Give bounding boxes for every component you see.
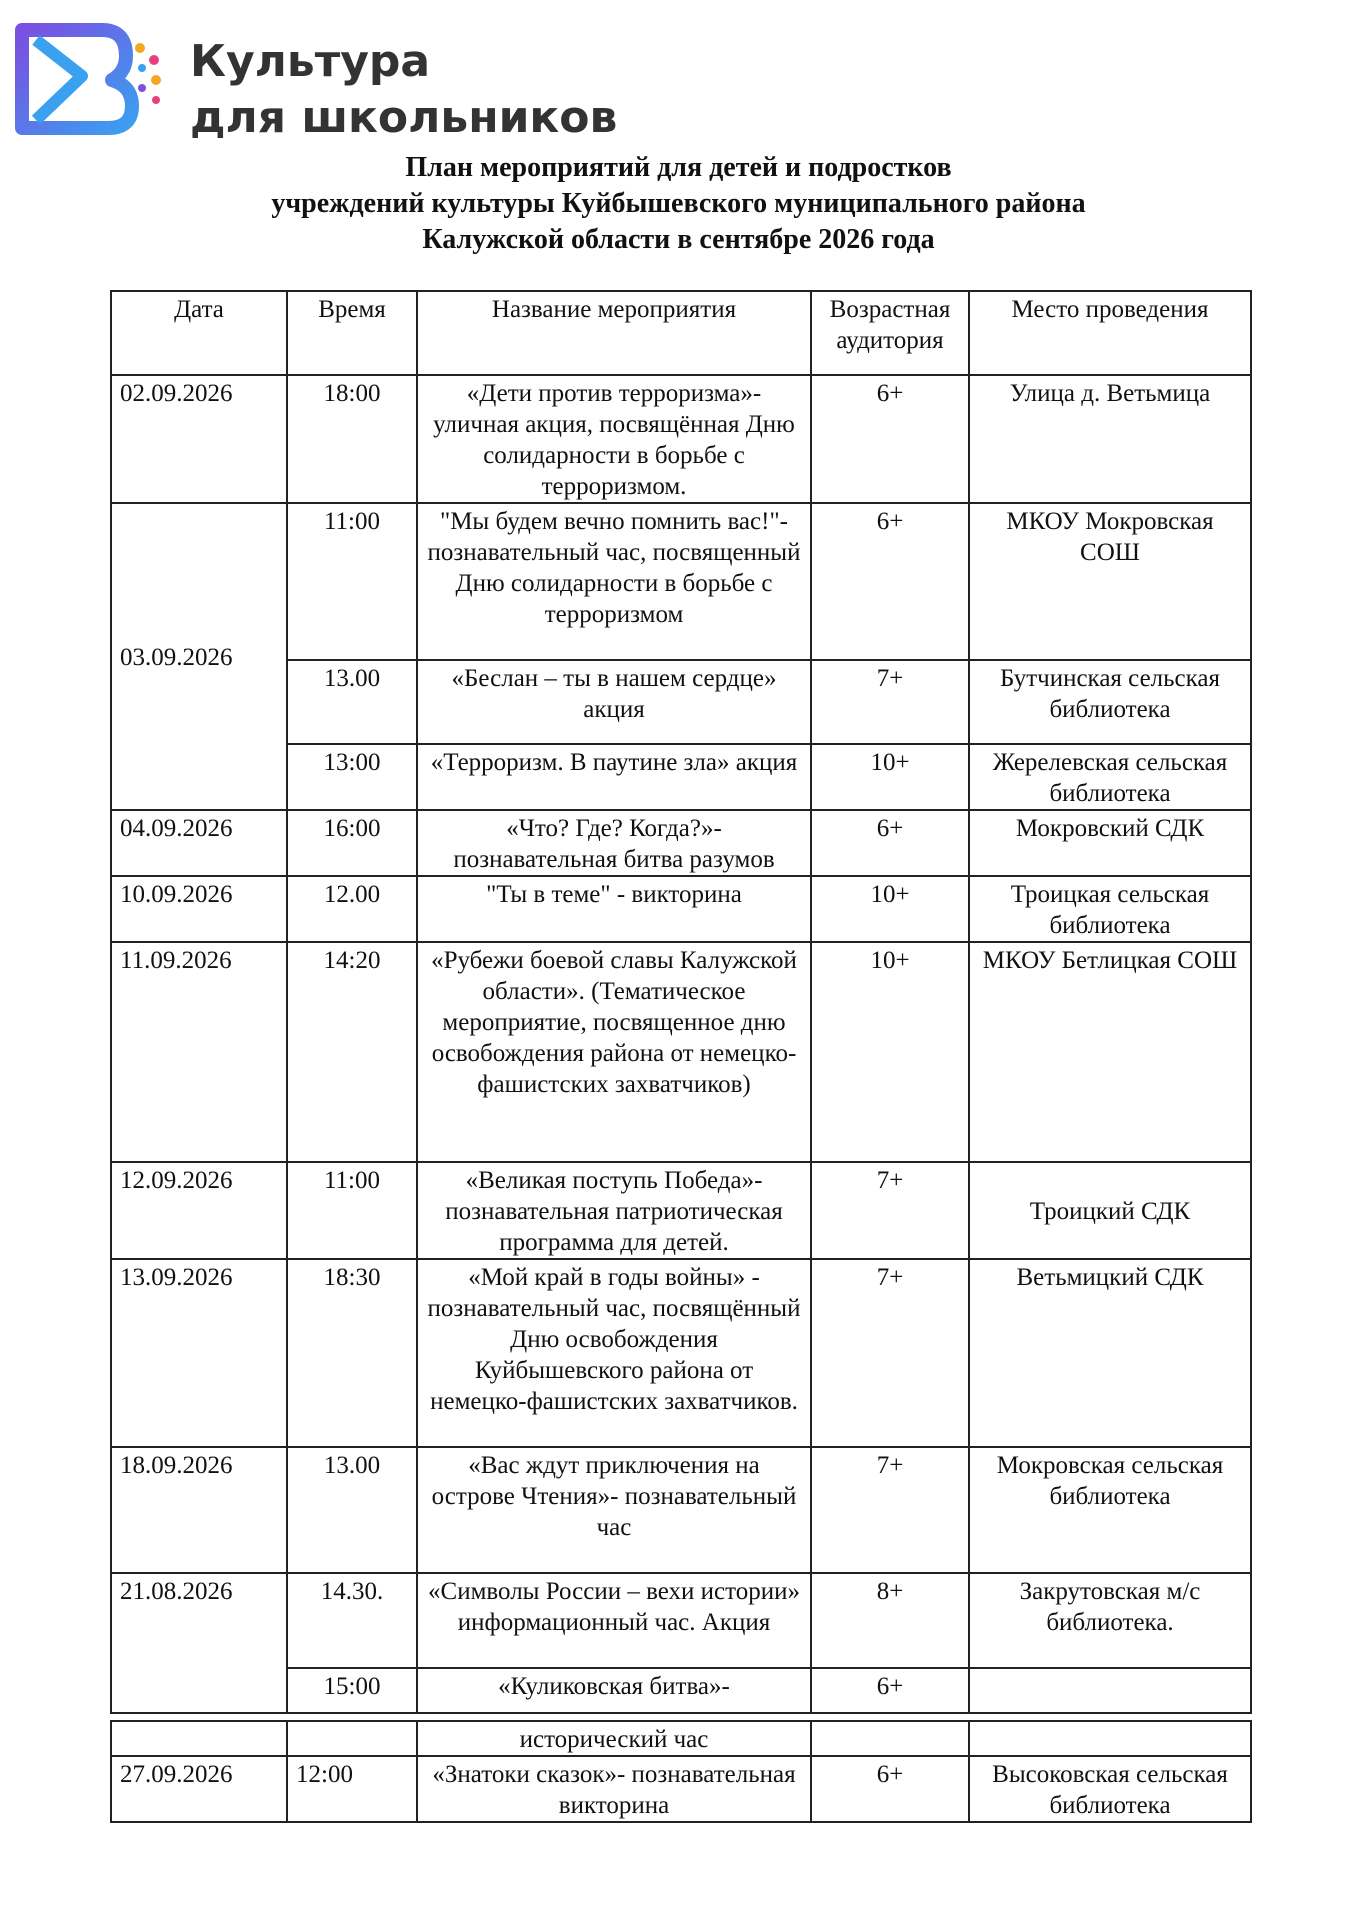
table-row (111, 1756, 1251, 1822)
table-header-row (111, 291, 1251, 375)
cell-time: 13.00 (287, 1447, 417, 1573)
table-row (111, 1162, 1251, 1259)
cell-date: 11.09.2026 (111, 942, 287, 1162)
events-table (110, 290, 1252, 1714)
cell-name: «Мой край в годы войны» - познавательный час, посвящённый Дню освобождения Куйбышевского района от немецко-фашистских захватчиков. (417, 1259, 811, 1447)
cell-place (969, 1668, 1251, 1713)
cell-name: «Терроризм. В паутине зла» акция (417, 744, 811, 810)
cell-place: Улица д. Ветьмица (969, 375, 1251, 503)
cell-age: 6+ (811, 810, 969, 876)
cell-place (969, 1721, 1251, 1756)
table-row (111, 1447, 1251, 1573)
cell-name: «Вас ждут приключения на острове Чтения»- познавательный час (417, 1447, 811, 1573)
cell-time: 11:00 (287, 1162, 417, 1259)
cell-time: 13.00 (287, 660, 417, 744)
events-table-continuation (110, 1720, 1252, 1823)
cell-time: 12.00 (287, 876, 417, 942)
cell-name: "Мы будем вечно помнить вас!"- познавательный час, посвященный Дню солидарности в борьбе с терроризмом (417, 503, 811, 660)
cell-age: 7+ (811, 1447, 969, 1573)
document-title (0, 150, 1357, 258)
cell-time: 13:00 (287, 744, 417, 810)
cell-age: 10+ (811, 876, 969, 942)
brand-line-1: Культура (190, 36, 431, 87)
cell-time: 15:00 (287, 1668, 417, 1713)
cell-age: 6+ (811, 375, 969, 503)
cell-name: «Символы России – вехи истории» информационный час. Акция (417, 1573, 811, 1668)
cell-place: Ветьмицкий СДК (969, 1259, 1251, 1447)
brand-name (190, 34, 617, 146)
header-date: Дата (111, 291, 287, 375)
cell-date: 21.08.2026 (111, 1573, 287, 1713)
cell-date: 10.09.2026 (111, 876, 287, 942)
table-row (111, 876, 1251, 942)
cell-time: 18:30 (287, 1259, 417, 1447)
cell-age: 10+ (811, 744, 969, 810)
cell-time: 14:20 (287, 942, 417, 1162)
table-row (111, 1721, 1251, 1756)
cell-time: 11:00 (287, 503, 417, 660)
brand-line-2: для школьников (190, 92, 618, 143)
cell-age: 6+ (811, 503, 969, 660)
cell-place: Мокровская сельская библиотека (969, 1447, 1251, 1573)
cell-date: 18.09.2026 (111, 1447, 287, 1573)
cell-age: 7+ (811, 1259, 969, 1447)
culture-logo-icon (12, 20, 172, 138)
cell-age: 10+ (811, 942, 969, 1162)
cell-age: 6+ (811, 1668, 969, 1713)
cell-name: "Ты в теме" - викторина (417, 876, 811, 942)
cell-age: 7+ (811, 1162, 969, 1259)
table-row (111, 503, 1251, 660)
cell-date: 12.09.2026 (111, 1162, 287, 1259)
cell-place: Бутчинская сельская библиотека (969, 660, 1251, 744)
cell-place: Троицкий СДК (969, 1162, 1251, 1259)
header-time: Время (287, 291, 417, 375)
cell-date: 03.09.2026 (111, 503, 287, 810)
cell-date: 02.09.2026 (111, 375, 287, 503)
cell-name: «Знатоки сказок»- познавательная викторина (417, 1756, 811, 1822)
cell-place: МКОУ Мокровская СОШ (969, 503, 1251, 660)
cell-name: «Куликовская битва»- (417, 1668, 811, 1713)
cell-age: 7+ (811, 660, 969, 744)
cell-place: Жерелевская сельская библиотека (969, 744, 1251, 810)
cell-date: 27.09.2026 (111, 1756, 287, 1822)
table-row (111, 375, 1251, 503)
cell-place: МКОУ Бетлицкая СОШ (969, 942, 1251, 1162)
table-row (111, 942, 1251, 1162)
cell-age (811, 1721, 969, 1756)
cell-date: 13.09.2026 (111, 1259, 287, 1447)
cell-time: 18:00 (287, 375, 417, 503)
cell-name: «Что? Где? Когда?»- познавательная битва разумов (417, 810, 811, 876)
brand (12, 20, 618, 143)
cell-time (287, 1721, 417, 1756)
title-line-1: План мероприятий для детей и подростков (405, 152, 952, 183)
cell-time: 12:00 (287, 1756, 417, 1822)
table-row (111, 810, 1251, 876)
cell-name: исторический час (417, 1721, 811, 1756)
cell-age: 6+ (811, 1756, 969, 1822)
header-age: Возрастная аудитория (811, 291, 969, 375)
table-row (111, 1259, 1251, 1447)
cell-age: 8+ (811, 1573, 969, 1668)
title-line-3: Калужской области в сентябре 2026 года (422, 224, 935, 255)
title-line-2: учреждений культуры Куйбышевского муниципального района (271, 188, 1086, 219)
header-name: Название мероприятия (417, 291, 811, 375)
cell-place: Мокровский СДК (969, 810, 1251, 876)
cell-date (111, 1721, 287, 1756)
cell-date: 04.09.2026 (111, 810, 287, 876)
cell-name: «Великая поступь Победа»- познавательная патриотическая программа для детей. (417, 1162, 811, 1259)
cell-place: Высоковская сельская библиотека (969, 1756, 1251, 1822)
table-row (111, 1573, 1251, 1668)
header-place: Место проведения (969, 291, 1251, 375)
cell-time: 16:00 (287, 810, 417, 876)
cell-name: «Дети против терроризма»- уличная акция, посвящённая Дню солидарности в борьбе с терроризмом. (417, 375, 811, 503)
cell-name: «Беслан – ты в нашем сердце» акция (417, 660, 811, 744)
events-table-container (110, 290, 1250, 1823)
cell-place: Троицкая сельская библиотека (969, 876, 1251, 942)
cell-place: Закрутовская м/с библиотека. (969, 1573, 1251, 1668)
cell-time: 14.30. (287, 1573, 417, 1668)
cell-name: «Рубежи боевой славы Калужской области». (Тематическое мероприятие, посвященное дню освобождения района от немецко-фашистских захватчиков) (417, 942, 811, 1162)
